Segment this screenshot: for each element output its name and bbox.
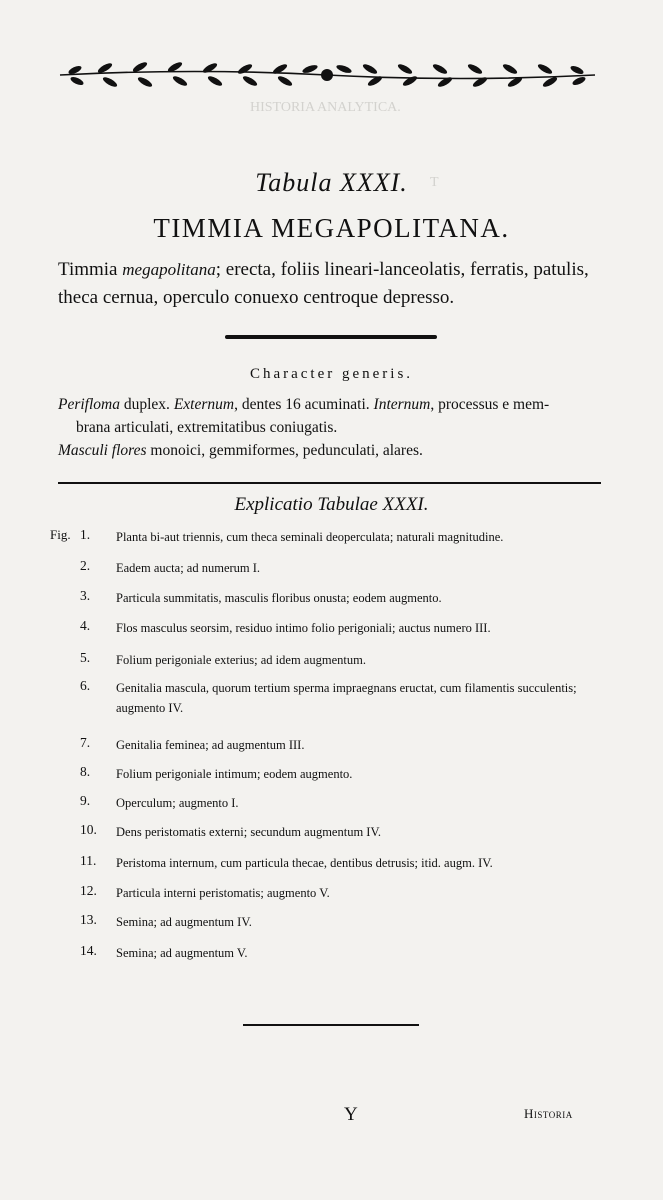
figure-number: 7.	[80, 735, 91, 750]
figure-number: 6.	[80, 678, 91, 693]
fig-label: Fig.	[50, 527, 71, 542]
term: Perifloma	[58, 396, 120, 413]
term: Externum	[173, 396, 235, 413]
signature-mark: Y	[344, 1104, 358, 1125]
character-text	[58, 393, 603, 462]
show-through-text: HISTORIA ANALYTICA.	[250, 100, 401, 115]
show-through-text: T	[430, 175, 439, 190]
divider-rule	[58, 482, 601, 484]
explicatio-heading: Explicatio Tabulae XXXI.	[234, 494, 429, 515]
figure-number: 3.	[80, 588, 91, 603]
figure-caption: Flos masculus seorsim, residuo intimo folio perigoniali; auctus numero III.	[116, 621, 491, 635]
figure-caption: Dens peristomatis externi; secundum augmentum IV.	[116, 825, 381, 839]
figure-number: 10.	[80, 822, 97, 837]
figure-number: 4.	[80, 618, 91, 633]
species-diagnosis	[58, 256, 603, 312]
species-title: TIMMIA MEGAPOLITANA.	[153, 213, 510, 243]
term: Masculi flores	[58, 442, 147, 459]
figure-caption: Semina; ad augmentum V.	[116, 946, 248, 960]
figure-caption: Folium perigoniale exterius; ad idem augmentum.	[116, 653, 366, 667]
figure-caption: Planta bi-aut triennis, cum theca seminali deoperculata; naturali magnitudine.	[116, 530, 504, 544]
diagnosis-genus: Timmia	[58, 259, 123, 280]
plate-title: Tabula XXXI.	[255, 168, 408, 197]
divider-rule	[243, 1024, 419, 1026]
figure-caption: Genitalia mascula, quorum tertium sperma impraegnans eructat, cum filamentis succulentis; augmento IV.	[116, 681, 577, 715]
text-run: monoici, gemmiformes, pedunculati, alares.	[146, 442, 423, 459]
figure-number: 12.	[80, 883, 97, 898]
character-line	[58, 393, 603, 416]
figure-caption: Folium perigoniale intimum; eodem augmento.	[116, 767, 353, 781]
catchword: Historia	[524, 1106, 573, 1121]
figure-number: 5.	[80, 650, 91, 665]
figure-caption: Semina; ad augmentum IV.	[116, 915, 252, 929]
figure-caption: Eadem aucta; ad numerum I.	[116, 561, 261, 575]
figure-number: 13.	[80, 912, 97, 927]
figure-number: 2.	[80, 558, 91, 573]
figure-caption: Operculum; augmento I.	[116, 796, 239, 810]
text-run: , dentes 16 acuminati.	[234, 396, 374, 413]
term: Internum	[373, 396, 431, 413]
figure-number: 1.	[80, 527, 91, 542]
figure-caption: Particula summitatis, masculis floribus onusta; eodem augmento.	[116, 591, 442, 605]
text-run: duplex.	[120, 396, 174, 413]
show-through-text	[60, 590, 64, 606]
figure-caption: Particula interni peristomatis; augmento V.	[116, 886, 330, 900]
character-line	[58, 439, 603, 462]
text-run: , processus e mem-	[430, 396, 550, 413]
ornament-icon	[55, 60, 600, 90]
divider-rule	[225, 335, 437, 339]
figure-number: 11.	[80, 853, 97, 868]
figure-caption: Peristoma internum, cum particula thecae, dentibus detrusis; itid. augm. IV.	[116, 856, 493, 870]
figure-number: 9.	[80, 793, 91, 808]
figure-caption: Genitalia feminea; ad augmentum III.	[116, 738, 305, 752]
diagnosis-text: ; erecta, foliis lineari-lanceolatis, ferratis, patulis, theca cernua, operculo conuexo centroque depresso.	[58, 259, 589, 308]
character-heading: Character generis.	[249, 366, 414, 382]
figure-number: 14.	[80, 943, 97, 958]
character-line: brana articulati, extremitatibus coniugatis.	[76, 419, 338, 436]
figure-number: 8.	[80, 764, 91, 779]
diagnosis-epithet: megapolitana	[122, 260, 216, 279]
